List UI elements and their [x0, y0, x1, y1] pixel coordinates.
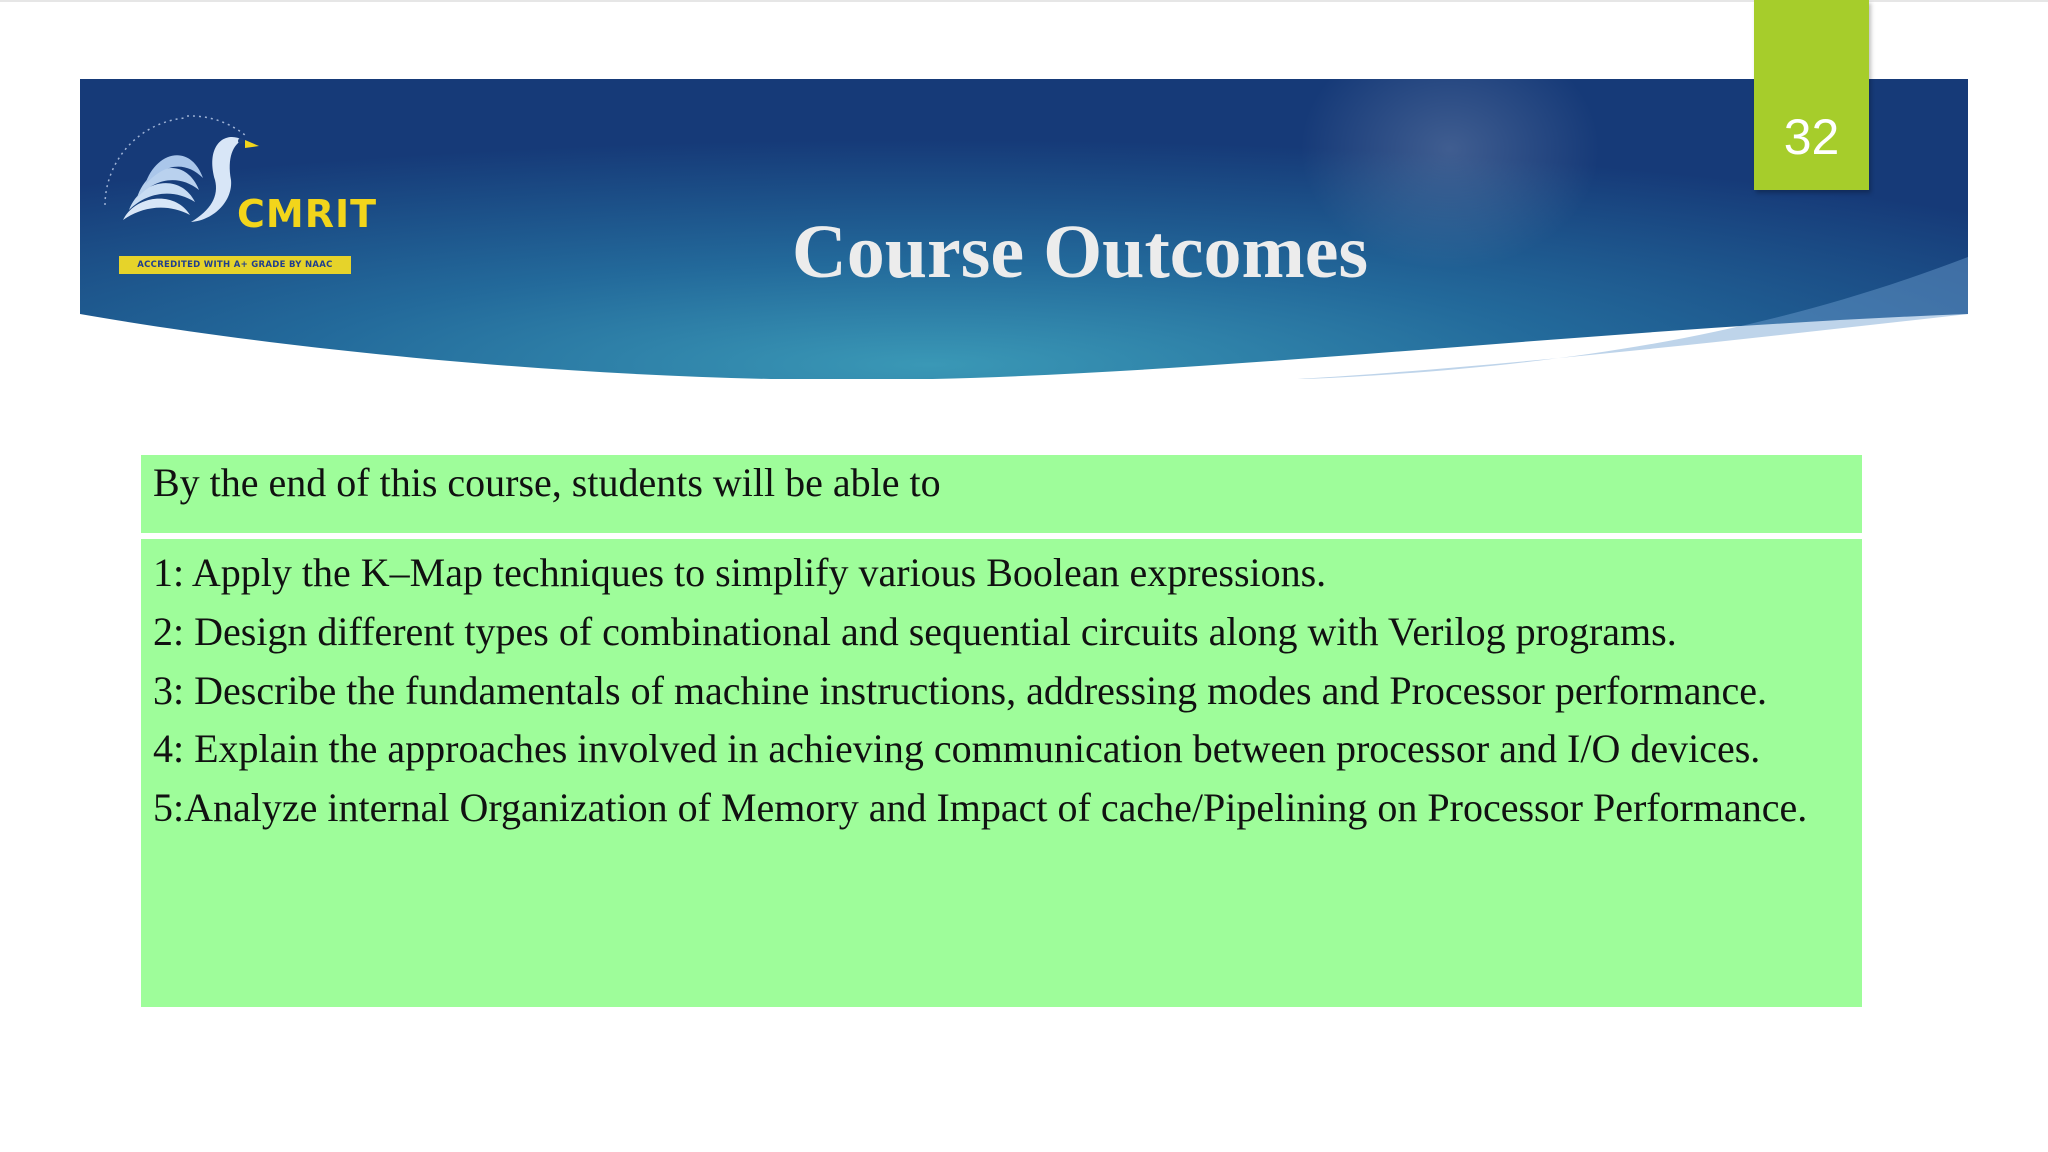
- slide-title: Course Outcomes: [791, 210, 1369, 294]
- outcome-2: 2: Design different types of combinational and sequential circuits along with Verilog programs.: [153, 608, 1677, 654]
- intro-box: [141, 455, 1862, 533]
- outcome-3: 3: Describe the fundamentals of machine instructions, addressing modes and Processor performance.: [153, 667, 1767, 713]
- logo-wordmark: CMRIT: [237, 192, 378, 236]
- outcome-4: 4: Explain the approaches involved in achieving communication between processor and I/O devices.: [153, 726, 1761, 772]
- intro-text: By the end of this course, students will be able to: [153, 460, 941, 505]
- outcomes-box: [141, 539, 1862, 1007]
- logo-accreditation-band: ACCREDITED WITH A+ GRADE BY NAAC: [119, 256, 351, 274]
- outcome-1: 1: Apply the K–Map techniques to simplify various Boolean expressions.: [153, 550, 1327, 595]
- top-divider: [0, 0, 2048, 2]
- outcome-5: 5:Analyze internal Organization of Memory and Impact of cache/Pipelining on Processor Performance.: [153, 785, 1808, 831]
- slide-number-badge: [1754, 0, 1869, 190]
- slide-number: 32: [1783, 109, 1840, 165]
- cmrit-logo: [95, 110, 378, 285]
